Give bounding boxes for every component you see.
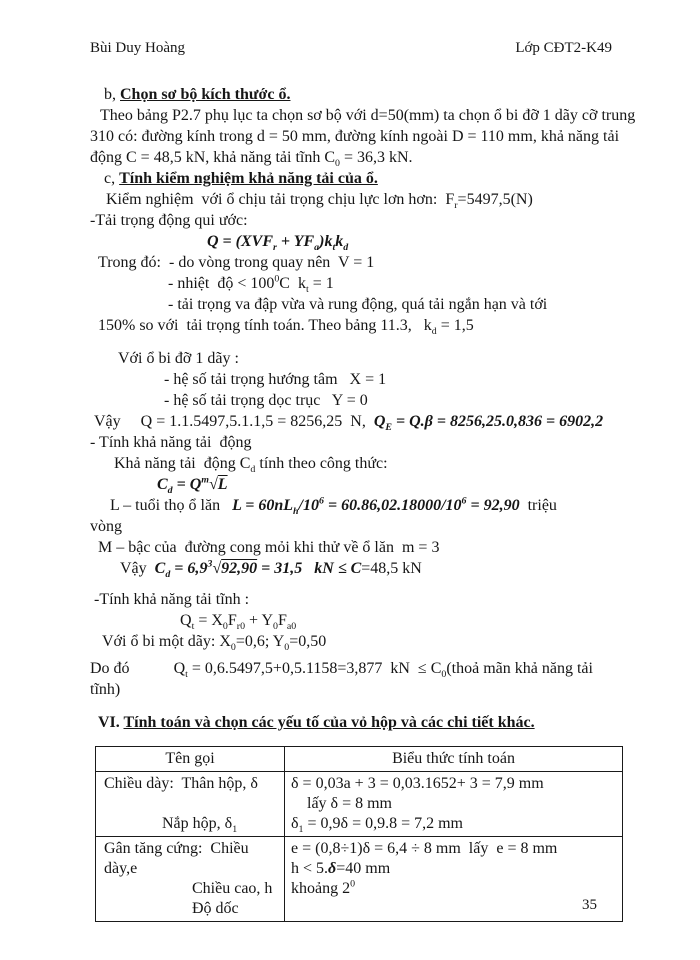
line-verification-value: =5497,5(N): [457, 191, 533, 208]
cell-line-blank: [96, 794, 284, 814]
subscript: t: [191, 621, 195, 633]
superscript: 0: [274, 273, 280, 285]
line-single-row-factors: [90, 631, 642, 652]
subscript: r: [454, 200, 458, 212]
subscript: 0: [230, 642, 236, 654]
subscript: 1: [298, 824, 304, 836]
cell-line: Gân tăng cứng: Chiều dày,e: [104, 840, 253, 877]
line-cd-result-label: Vậy: [120, 560, 155, 577]
line-qt-result: [90, 658, 642, 679]
line-temperature: [90, 273, 642, 294]
formula-part: (thoả mãn khả năng tải: [446, 660, 593, 677]
formula-part: Q: [180, 612, 192, 629]
subscript: a: [314, 242, 320, 254]
formula-part: Q = (XVF: [207, 233, 274, 250]
line-150-text: 150% so với tải trọng tính toán. Theo bảng 11.3, k: [98, 317, 432, 334]
cell-line: δ = 0,03a + 3 = 0,03.1652+ 3 = 7,9 mm: [291, 775, 544, 792]
formula-qt: [90, 610, 642, 631]
heading-vi-title: Tính toán và chọn các yếu tố của vỏ hộp và các chi tiết khác.: [123, 714, 535, 731]
line-cd-intro-end: tính theo công thức:: [255, 455, 388, 472]
cell-line: Chiều cao, h: [192, 880, 273, 897]
line-vong: vòng: [90, 518, 122, 535]
line-cd-intro: [90, 453, 642, 474]
subscript: h: [293, 506, 299, 518]
cell-line: [96, 814, 284, 834]
cell-line: [285, 814, 622, 834]
line-qt-result-label: Do đó: [90, 660, 130, 677]
line-temperature-mid: C k: [279, 275, 306, 292]
subscript: E: [385, 422, 392, 434]
table-row: [96, 837, 623, 922]
formula-dynamic-load: [90, 231, 642, 252]
cell-line: e = (0,8÷1)δ = 6,4 ÷ 8 mm lấy e = 8 mm: [291, 840, 558, 857]
calculation-table: [95, 746, 623, 922]
cell-line: Chiều dày: Thân hộp, δ: [104, 775, 258, 792]
line-q-result-text: Vậy Q = 1.1.5497,5.1.1,5 = 8256,25 N,: [94, 413, 374, 430]
heading-vi: [90, 712, 642, 733]
page-header: [0, 0, 700, 57]
line-150-value: = 1,5: [436, 317, 474, 334]
formula-part: L = 60nL: [232, 497, 294, 514]
line-dynamic-load-label: -Tải trọng động qui ước:: [90, 212, 248, 229]
cell-thickness-name: [96, 772, 285, 837]
formula-cd: [90, 474, 642, 495]
radicand: 92,90: [221, 560, 258, 577]
line-cd-result: [90, 558, 642, 579]
line-temperature-end: = 1: [308, 275, 334, 292]
subscript: t: [185, 669, 188, 681]
heading-c-prefix: c,: [104, 170, 120, 187]
cell-stiffener-formula: [285, 837, 623, 922]
cell-text: khoảng 2: [291, 880, 351, 897]
line-factors-end: =0,50: [289, 633, 327, 650]
line-static-capacity-label: -Tính khả năng tải tĩnh :: [94, 591, 250, 608]
subscript: 0: [441, 669, 447, 681]
page-number: 35: [582, 897, 597, 913]
formula-part: = 92,90: [466, 497, 520, 514]
class-label: Lớp CĐT2-K49: [515, 40, 612, 56]
superscript: 6: [461, 495, 467, 507]
line-cd-intro-text: Khả năng tải động C: [114, 455, 251, 472]
line-q-result-formula: [373, 413, 604, 434]
line-radial-factor: - hệ số tải trọng hướng tâm X = 1: [164, 371, 387, 388]
subscript: d: [165, 569, 171, 581]
formula-part: = 31,5 kN ≤ C: [257, 560, 362, 577]
formula-part: = 0,6.5497,5+0,5.1158=3,877 kN ≤ C: [187, 660, 442, 677]
subscript: 0: [284, 642, 290, 654]
cell-text-delta: δ: [328, 860, 337, 877]
formula-part: k: [335, 233, 344, 250]
subscript: d: [431, 326, 437, 338]
line-factors-text: Với ổ bi một dãy: X: [102, 633, 231, 650]
root-index: m: [201, 474, 210, 486]
cell-text: =40 mm: [336, 860, 391, 877]
formula-part: )k: [319, 233, 333, 250]
line-bearing-life-formula: [232, 495, 520, 518]
line-bearing-life-unit: triệu: [519, 497, 557, 514]
subscript: d: [167, 485, 173, 497]
line-temperature-text: - nhiệt độ < 100: [168, 275, 275, 292]
document-body: [90, 84, 642, 922]
heading-b-prefix: b,: [104, 86, 120, 103]
radical-sign: √: [209, 476, 218, 493]
heading-c-title: Tính kiểm nghiệm khả năng tải của ổ.: [119, 170, 378, 187]
formula-part: Q: [373, 413, 386, 430]
formula-part: + YF: [276, 233, 315, 250]
cell-text: h < 5.: [291, 860, 329, 877]
heading-b: [90, 84, 642, 105]
superscript: 0: [350, 878, 356, 890]
heading-vi-prefix: VI.: [98, 714, 124, 731]
subscript: 0: [222, 621, 228, 633]
formula-part: F: [227, 612, 237, 629]
formula-part: = Q: [172, 476, 202, 493]
line-verification: [90, 189, 642, 210]
cell-stiffener-name: [96, 837, 285, 922]
line-impact-load: - tải trọng va đập vừa và rung động, quá tải ngắn hạn và tới: [168, 296, 548, 313]
line-qt-result-formula: [173, 660, 593, 681]
line-cd-result-compare: =48,5 kN: [361, 560, 422, 577]
radicand: L: [217, 476, 228, 493]
heading-b-title: Chọn sơ bộ kích thước ổ.: [120, 86, 291, 103]
subscript: 1: [232, 824, 238, 836]
subscript: t: [305, 284, 309, 296]
superscript: 6: [319, 495, 324, 507]
subscript: t: [332, 242, 336, 254]
subscript: r: [273, 242, 277, 254]
formula-part: + Y: [245, 612, 274, 629]
cell-text: δ: [291, 815, 299, 832]
cell-line: [285, 859, 622, 879]
cell-thickness-formula: [285, 772, 623, 837]
column-header-name: Tên gọi: [96, 747, 285, 772]
line-bearing-life-label: L – tuổi thọ ổ lăn: [110, 497, 233, 514]
formula-part: Q: [173, 660, 186, 677]
formula-part: = 60.86,02.18000/10: [323, 497, 462, 514]
formula-part: C: [154, 560, 166, 577]
table-row: [96, 772, 623, 837]
subscript: d: [250, 464, 256, 476]
line-verification-text: Kiểm nghiệm với ổ chịu tải trọng chịu lực lơn hơn: F: [106, 191, 455, 208]
author-name: Bùi Duy Hoàng: [90, 40, 185, 56]
subscript: r0: [236, 621, 246, 633]
cell-line: [285, 879, 622, 899]
cell-text: = 0,9δ = 0,9.8 = 7,2 mm: [303, 815, 463, 832]
formula-part: = Q.β = 8256,25.0,836 = 6902,2: [391, 413, 604, 430]
line-trongdo: Trong đó: - do vòng trong quay nên V = 1: [98, 254, 375, 271]
column-header-formula: Biểu thức tính toán: [285, 747, 623, 772]
subscript: d: [343, 242, 349, 254]
cell-line: lấy δ = 8 mm: [307, 795, 392, 812]
formula-part: C: [157, 476, 168, 493]
line-bearing-life: [90, 495, 642, 516]
line-axial-factor: - hệ số tải trọng dọc trục Y = 0: [164, 392, 368, 409]
formula-part: F: [277, 612, 287, 629]
root-index: 3: [207, 558, 213, 570]
cell-line: Độ dốc: [192, 900, 239, 917]
line-dynamic-capacity-label: - Tính khả năng tải động: [90, 434, 252, 451]
radical-sign: √: [212, 560, 222, 577]
subscript: 0: [273, 621, 278, 633]
line-single-row-bearing: Với ổ bi đỡ 1 dãy :: [118, 350, 239, 367]
para-bearing-selection: [90, 105, 642, 168]
heading-c: [90, 168, 642, 189]
subscript: a0: [286, 621, 297, 633]
cell-text: Nắp hộp, δ: [162, 815, 233, 832]
para-bearing-text: Theo bảng P2.7 phụ lục ta chọn sơ bộ với d=50(mm) ta chọn ổ bi đỡ 1 dãy cỡ trung 310 có: đường kính trong d = 50 mm, đường kính ngoài D = 110 mm, khả năng tải động C = 48,5 kN, khả năng tải tĩnh C: [90, 107, 640, 166]
line-cd-result-formula: [154, 558, 362, 581]
line-tinh-close: tĩnh): [90, 681, 121, 698]
line-150-percent: [90, 315, 642, 336]
formula-part: = X: [194, 612, 223, 629]
formula-part: = 6,9: [170, 560, 208, 577]
para-bearing-text-end: = 36,3 kN.: [339, 149, 413, 166]
line-fatigue-exponent: M – bậc của đường cong mỏi khi thử về ổ lăn m = 3: [98, 539, 440, 556]
formula-part: /10: [298, 497, 319, 514]
subscript: 0: [335, 158, 340, 170]
line-q-result: [90, 411, 642, 432]
table-header-row: [96, 747, 623, 772]
line-factors-mid: =0,6; Y: [235, 633, 285, 650]
